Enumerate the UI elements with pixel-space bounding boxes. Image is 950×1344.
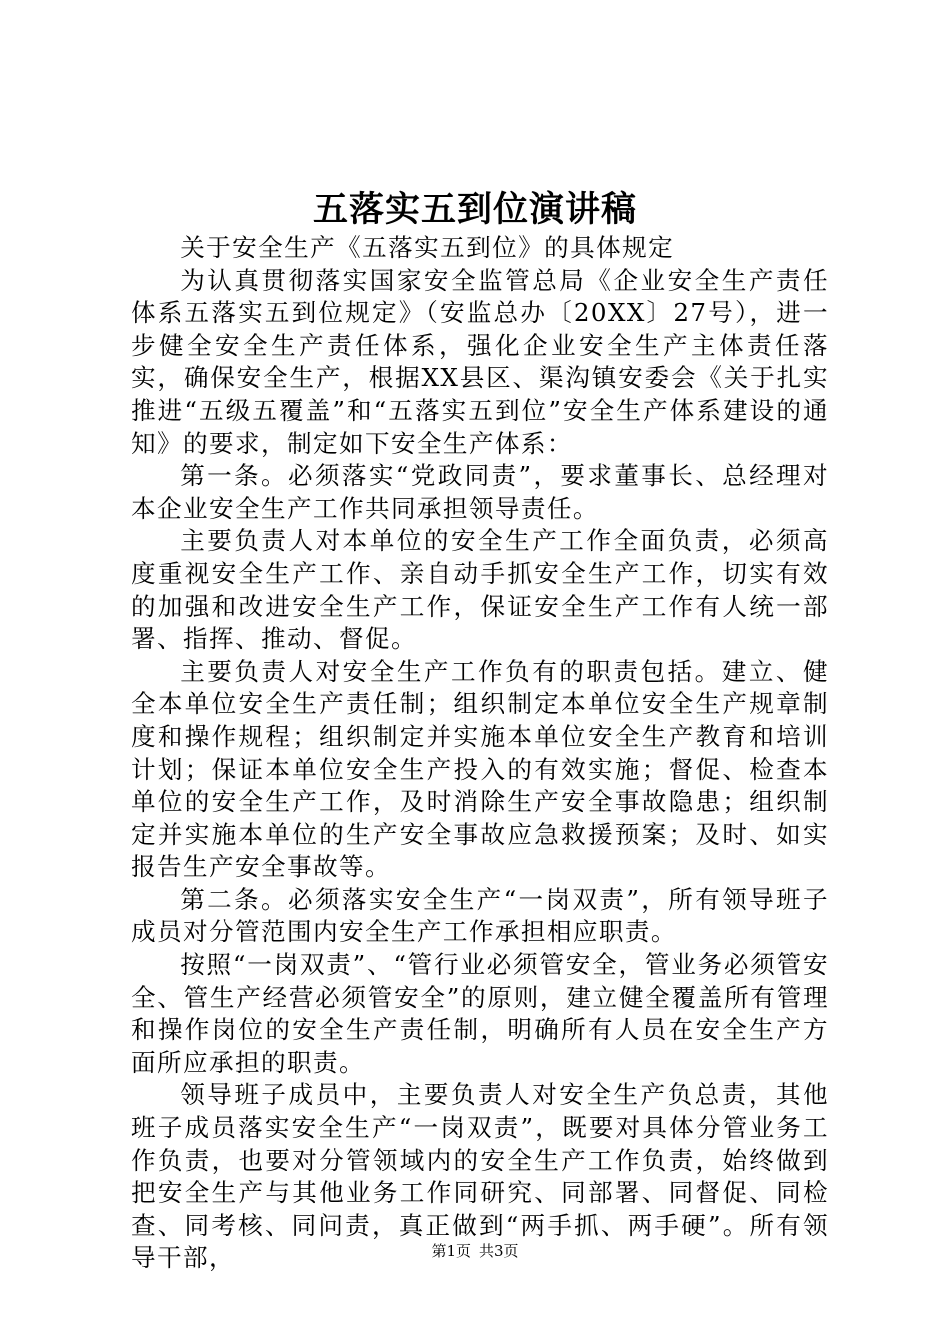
document-title: 五落实五到位演讲稿 — [312, 189, 637, 230]
document-body — [131, 232, 829, 1275]
paragraph-article-2: 第二条。必须落实安全生产“一岗双责”，所有领导班子成员对分管范围内安全生产工作承担相应职责。 — [131, 884, 829, 947]
paragraph-one-post-two-duties: 按照“一岗双责”、“管行业必须管安全，管业务必须管安全、管生产经营必须管安全”的原则，建立健全覆盖所有管理和操作岗位的安全生产责任制，明确所有人员在安全生产方面所应承担的职责。 — [131, 950, 829, 1077]
paragraph-principal-responsibility: 主要负责人对本单位的安全生产工作全面负责，必须高度重视安全生产工作、亲自动手抓安全生产工作，切实有效的加强和改进安全生产工作，保证安全生产工作有人统一部署、指挥、推动、督促。 — [131, 526, 829, 654]
paragraph-subtitle: 关于安全生产《五落实五到位》的具体规定 — [180, 233, 675, 262]
page-total: 共3页 — [479, 1242, 519, 1260]
paragraph-article-1: 第一条。必须落实“党政同责”，要求董事长、总经理对本企业安全生产工作共同承担领导责任。 — [131, 461, 829, 523]
page-footer — [0, 1241, 950, 1261]
paragraph-leadership-team: 领导班子成员中，主要负责人对安全生产负总责，其他班子成员落实安全生产“一岗双责”，既要对具体分管业务工作负责，也要对分管领域内的安全生产工作负责，始终做到把安全生产与其他业务工作同研究、同部署、同督促、同检查、同考核、同问责，真正做到“两手抓、两手硬”。所有领导干部， — [131, 1080, 829, 1273]
paragraph-principal-duties: 主要负责人对安全生产工作负有的职责包括。建立、健全本单位安全生产责任制；组织制定本单位安全生产规章制度和操作规程；组织制定并实施本单位安全生产教育和培训计划；保证本单位安全生产投入的有效实施；督促、检查本单位的安全生产工作，及时消除生产安全事故隐患；组织制定并实施本单位的生产安全事故应急救援预案；及时、如实报告生产安全事故等。 — [131, 656, 829, 882]
page-number: 第1页 — [431, 1242, 471, 1260]
paragraph-intro: 为认真贯彻落实国家安全监管总局《企业安全生产责任体系五落实五到位规定》（安监总办〔20XX〕27号），进一步健全安全生产责任体系，强化企业安全生产主体责任落实，确保安全生产，根据XX县区、渠沟镇安委会《关于扎实推进“五级五覆盖”和“五落实五到位”安全生产体系建设的通知》的要求，制定如下安全生产体系： — [131, 265, 829, 458]
